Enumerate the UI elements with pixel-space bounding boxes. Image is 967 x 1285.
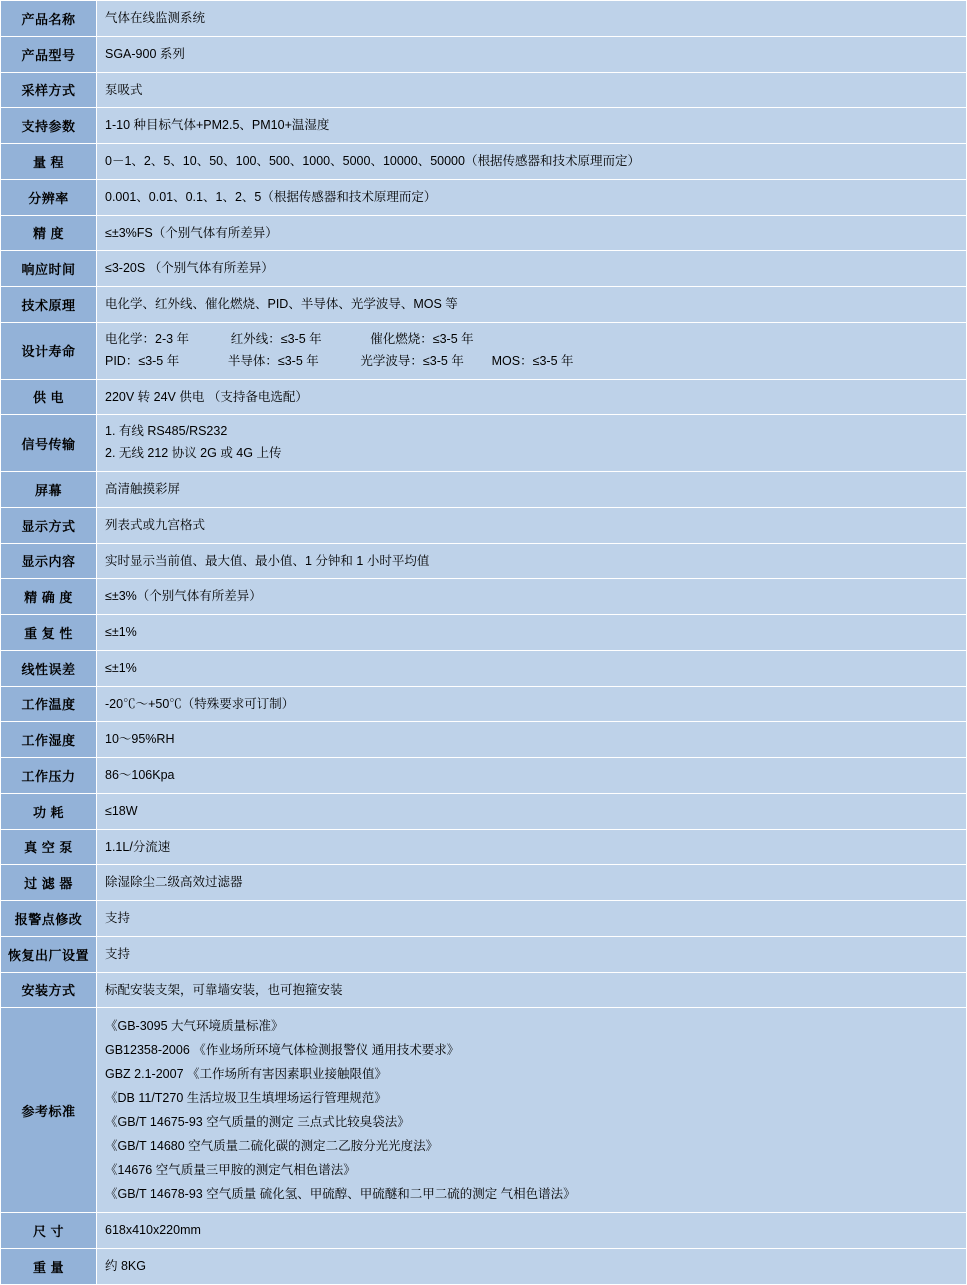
table-row — [1, 793, 967, 829]
row-label: 分辨率 — [1, 179, 97, 215]
row-value: 1.1L/分流速 — [97, 829, 967, 865]
row-value: 0.001、0.01、0.1、1、2、5（根据传感器和技术原理而定） — [97, 179, 967, 215]
row-value-line: GBZ 2.1-2007 《工作场所有害因素职业接触限值》 — [105, 1067, 387, 1082]
row-label: 重 量 — [1, 1249, 97, 1285]
row-value: ≤3-20S （个别气体有所差异） — [97, 251, 967, 287]
table-row — [1, 72, 967, 108]
row-value: 支持 — [97, 936, 967, 972]
table-row — [1, 108, 967, 144]
table-row — [1, 179, 967, 215]
row-value: ≤18W — [97, 793, 967, 829]
row-label: 响应时间 — [1, 251, 97, 287]
row-value: 约 8KG — [97, 1249, 967, 1285]
table-row — [1, 144, 967, 180]
table-row — [1, 36, 967, 72]
table-row — [1, 322, 967, 379]
table-row — [1, 379, 967, 415]
row-label: 线性误差 — [1, 650, 97, 686]
table-row — [1, 579, 967, 615]
table-row — [1, 865, 967, 901]
row-value: ≤±1% — [97, 650, 967, 686]
row-value: 高清触摸彩屏 — [97, 472, 967, 508]
row-label: 参考标准 — [1, 1008, 97, 1213]
row-label: 精 确 度 — [1, 579, 97, 615]
row-label: 技术原理 — [1, 287, 97, 323]
row-label: 安装方式 — [1, 972, 97, 1008]
row-value: 220V 转 24V 供电 （支持备电选配） — [97, 379, 967, 415]
row-label: 真 空 泵 — [1, 829, 97, 865]
row-value: 除湿除尘二级高效过滤器 — [97, 865, 967, 901]
row-label: 显示方式 — [1, 507, 97, 543]
row-value: 泵吸式 — [97, 72, 967, 108]
table-row — [1, 1008, 967, 1213]
table-row — [1, 722, 967, 758]
row-value: -20℃～+50℃（特殊要求可订制） — [97, 686, 967, 722]
row-label: 产品型号 — [1, 36, 97, 72]
row-label: 采样方式 — [1, 72, 97, 108]
row-value: 86～106Kpa — [97, 758, 967, 794]
table-row — [1, 1249, 967, 1285]
row-value: 支持 — [97, 901, 967, 937]
row-label: 产品名称 — [1, 1, 97, 37]
row-label: 精 度 — [1, 215, 97, 251]
row-value-line: PID：≤3-5 年 半导体：≤3-5 年 光学波导：≤3-5 年 MOS：≤3-5 年 — [105, 353, 574, 368]
table-row — [1, 472, 967, 508]
table-row — [1, 829, 967, 865]
row-value-line: 电化学：2-3 年 红外线：≤3-5 年 催化燃烧：≤3-5 年 — [105, 331, 474, 346]
row-label: 支持参数 — [1, 108, 97, 144]
row-label: 工作湿度 — [1, 722, 97, 758]
row-value-line: 1. 有线 RS485/RS232 — [105, 424, 228, 439]
table-row — [1, 507, 967, 543]
row-value-line: 《GB/T 14680 空气质量二硫化碳的测定二乙胺分光光度法》 — [105, 1139, 439, 1154]
row-label: 工作温度 — [1, 686, 97, 722]
table-row — [1, 1213, 967, 1249]
row-label: 重 复 性 — [1, 615, 97, 651]
row-value: 标配安装支架，可靠墙安装，也可抱箍安装 — [97, 972, 967, 1008]
row-value-line: 《14676 空气质量三甲胺的测定气相色谱法》 — [105, 1163, 356, 1178]
table-row — [1, 758, 967, 794]
row-value-line: GB12358-2006 《作业场所环境气体检测报警仪 通用技术要求》 — [105, 1043, 460, 1058]
table-row — [1, 415, 967, 472]
row-label: 量 程 — [1, 144, 97, 180]
row-value — [97, 415, 967, 472]
table-row — [1, 543, 967, 579]
table-row — [1, 901, 967, 937]
row-value: ≤±3%（个别气体有所差异） — [97, 579, 967, 615]
row-value: SGA-900 系列 — [97, 36, 967, 72]
row-value-line: 《DB 11/T270 生活垃圾卫生填埋场运行管理规范》 — [105, 1091, 387, 1106]
table-row — [1, 686, 967, 722]
row-value: ≤±3%FS（个别气体有所差异） — [97, 215, 967, 251]
row-value: 1-10 种目标气体+PM2.5、PM10+温湿度 — [97, 108, 967, 144]
row-label: 信号传输 — [1, 415, 97, 472]
row-value — [97, 322, 967, 379]
row-label: 尺 寸 — [1, 1213, 97, 1249]
row-label: 恢复出厂设置 — [1, 936, 97, 972]
table-row — [1, 615, 967, 651]
row-value-line: 《GB-3095 大气环境质量标准》 — [105, 1019, 284, 1034]
row-value: 10～95%RH — [97, 722, 967, 758]
row-label: 屏幕 — [1, 472, 97, 508]
row-label: 设计寿命 — [1, 322, 97, 379]
row-value: 实时显示当前值、最大值、最小值、1 分钟和 1 小时平均值 — [97, 543, 967, 579]
row-value-line: 2. 无线 212 协议 2G 或 4G 上传 — [105, 446, 282, 461]
row-value: 气体在线监测系统 — [97, 1, 967, 37]
row-value: 618x410x220mm — [97, 1213, 967, 1249]
row-label: 功 耗 — [1, 793, 97, 829]
row-value-line: 《GB/T 14678-93 空气质量 硫化氢、甲硫醇、甲硫醚和二甲二硫的测定 气相色谱法》 — [105, 1187, 576, 1202]
row-value: 0－1、2、5、10、50、100、500、1000、5000、10000、50000（根据传感器和技术原理而定） — [97, 144, 967, 180]
table-row — [1, 251, 967, 287]
row-label: 供 电 — [1, 379, 97, 415]
row-label: 过 滤 器 — [1, 865, 97, 901]
row-value: 电化学、红外线、催化燃烧、PID、半导体、光学波导、MOS 等 — [97, 287, 967, 323]
table-row — [1, 1, 967, 37]
row-label: 工作压力 — [1, 758, 97, 794]
row-value — [97, 1008, 967, 1213]
row-value-line: 《GB/T 14675-93 空气质量的测定 三点式比较臭袋法》 — [105, 1115, 410, 1130]
row-value: ≤±1% — [97, 615, 967, 651]
table-row — [1, 972, 967, 1008]
table-row — [1, 936, 967, 972]
row-label: 报警点修改 — [1, 901, 97, 937]
table-row — [1, 215, 967, 251]
row-value: 列表式或九宫格式 — [97, 507, 967, 543]
table-row — [1, 287, 967, 323]
row-label: 显示内容 — [1, 543, 97, 579]
specification-table-body — [1, 1, 967, 1285]
table-row — [1, 650, 967, 686]
